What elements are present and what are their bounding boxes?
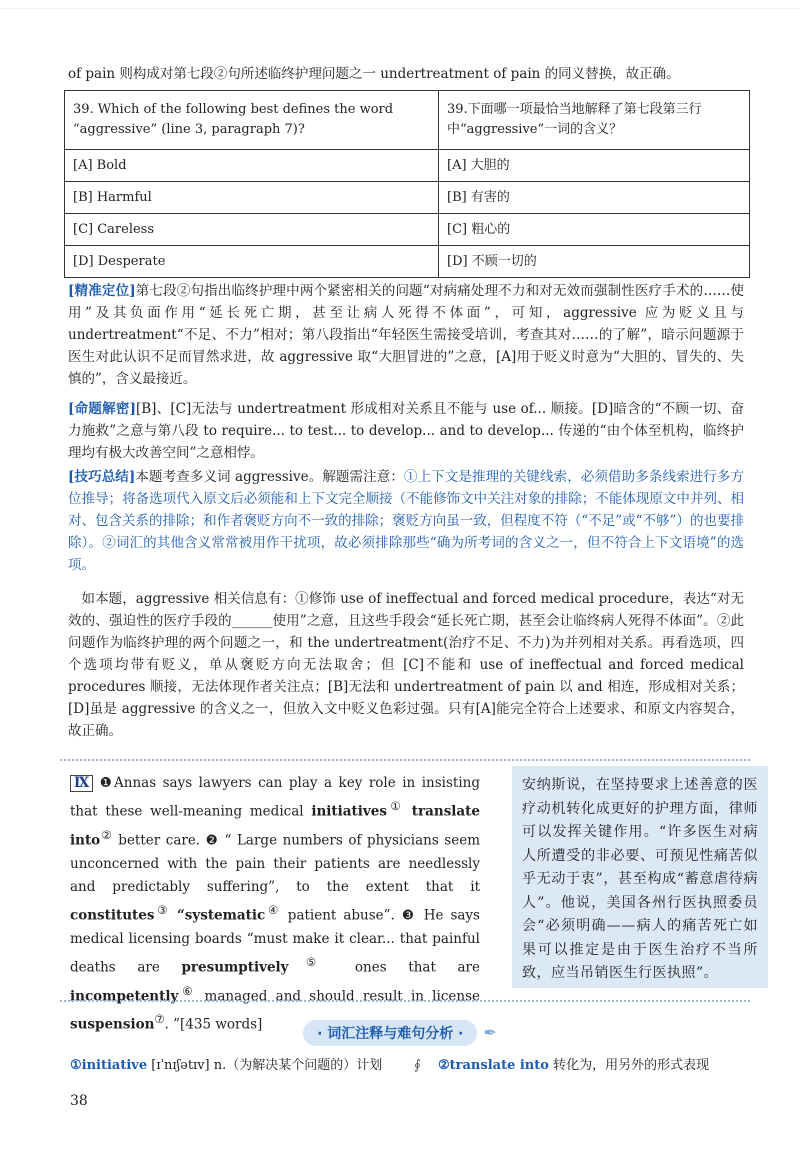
locate-tag: [精准定位] (68, 283, 136, 299)
vocab-def-2: 转化为，用另外的形式表现 (548, 1058, 710, 1073)
decode-text: [B]、[C]无法与 undertreatment 形成相对关系且不能与 use of... 顺接。[D]暗含的“不顾一切、奋力施救”之意与第八段 to require... to test... to develop... and to develop... 传递的“由个体至机构，临终护理均有极大改善空间”之意相悖。 (68, 401, 745, 461)
section-divider-bottom (60, 1000, 750, 1002)
word-translate-into: translate into (70, 803, 480, 849)
section-divider-top (60, 759, 750, 761)
locate-text: 第七段②句指出临终护理中两个紧密相关的问题“对病痛处理不力和对无效而强制性医疗手术的……使用”及其负面作用“延长死亡期，甚至让病人死得不体面”，可知，aggressive 应为贬义且与 undertreatment“不足、不力”相对；第八段指出“年轻医生需接受培训，考查其对……的了解”，暗示问题源于医生对此认识不足而冒然求进，故 aggressive 取“大胆冒进的”之意，[A]用于贬义时意为“大胆的、冒失的、失慎的”，含义最接近。 (68, 283, 744, 387)
section-number: Ⅸ (70, 775, 93, 792)
english-passage (70, 772, 480, 1037)
sentence-3b: ones that are (333, 959, 480, 976)
option-b-zh: [B] 有害的 (439, 182, 750, 214)
sentence-2-number: ❷ (205, 832, 219, 849)
option-c-zh: [C] 粗心的 (439, 214, 750, 246)
decode-paragraph (68, 398, 744, 464)
sentence-3a: He says medical licensing boards “must make it clear... that painful deaths are (70, 907, 480, 976)
word-constitutes: constitutes (70, 907, 155, 924)
skill-paragraph (68, 466, 744, 576)
word-incompetently: incompetently (70, 988, 179, 1005)
vocab-header (0, 1020, 800, 1046)
vocab-title: · 词汇注释与难句分析 · (303, 1020, 477, 1046)
vocab-item-2 (438, 1056, 709, 1076)
note-2: ② (100, 828, 113, 842)
page-number: 38 (70, 1093, 88, 1109)
word-presumptively: presumptively (181, 959, 289, 976)
option-d-en: [D] Desperate (65, 246, 439, 278)
note-5: ⑤ (288, 955, 334, 969)
skill-tag: [技巧总结] (68, 469, 136, 485)
vocab-divider: ∮ (414, 1058, 421, 1073)
question-stem-zh: 39.下面哪一项最恰当地解释了第七段第三行中“aggressive”一词的含义？ (439, 91, 750, 150)
question-stem-en: 39. Which of the following best defines the word “aggressive” (line 3, paragraph 7)? (65, 91, 439, 150)
vocab-item-1 (70, 1056, 382, 1076)
sentence-1b: better care. (112, 832, 206, 849)
word-suspension: suspension (70, 1016, 155, 1033)
option-c-en: [C] Careless (65, 214, 439, 246)
word-systematic: “systematic (177, 907, 266, 924)
sentence-3d: . ”[435 words] (164, 1016, 263, 1033)
vocab-word-1: ①initiative (70, 1058, 148, 1073)
option-a-en: [A] Bold (65, 150, 439, 182)
note-7: ⑦ (154, 1013, 165, 1027)
sentence-3c: managed and should result in license (196, 988, 480, 1005)
note-4: ④ (265, 904, 281, 918)
intro-line: of pain 则构成对第七段②句所述临终护理问题之一 undertreatment of pain 的同义替换，故正确。 (68, 66, 680, 82)
note-3: ③ (154, 904, 170, 918)
sentence-1-number: ❶ (99, 775, 115, 791)
sentence-1a: Annas says lawyers can play a key role in insisting that these well-meaning medical (70, 775, 480, 820)
sentence-3-number: ❸ (401, 907, 417, 924)
question-table (64, 90, 750, 278)
note-1: ① (386, 800, 404, 814)
vocab-word-2: ②translate into (438, 1058, 549, 1073)
sentence-2a: “ Large numbers of physicians seem unconcerned with the pain their patients are needlessly and predictably suffering”, to the extent that it (70, 832, 480, 895)
skill-lead: 本题考查多义词 aggressive。解题需注意： (135, 469, 404, 485)
note-6: ⑥ (178, 984, 197, 998)
example-paragraph: 如本题，aggressive 相关信息有：①修饰 use of ineffectual and forced medical procedure，表达“对无效的、强迫性的医疗手段的______使用”之意，且这些手段会“延长死亡期，甚至会让临终病人死得不体面”。②此问题作为临终护理的两个问题之一，和 the undertreatment(治疗不足、不力)为并列相对关系。再看选项，四个选项均带有贬义，单从褒贬方向无法取舍；但 [C]不能和 use of ineffectual and forced medical procedures 顺接，无法体现作者关注点；[B]无法和 undertreatment of pain 以 and 相连，形成相对关系；[D]虽是 aggressive 的含义之一，但放入文中贬义色彩过强。只有[A]能完全符合上述要求、和原文内容契合，故正确。 (68, 591, 744, 739)
decode-tag: [命题解密] (68, 401, 136, 417)
locate-paragraph (68, 280, 744, 390)
sentence-2b: patient abuse”. (280, 907, 402, 924)
option-d-zh: [D] 不顾一切的 (439, 246, 750, 278)
translation-box: 安纳斯说，在坚持要求上述善意的医疗动机转化成更好的护理方面，律师可以发挥关键作用。“许多医生对病人所遭受的非必要、可预见性痛苦似乎无动于衷”，甚至构成“蓄意虐待病人”。他说，美国各州行医执照委员会“必须明确——病人的痛苦死亡如果可以推定是由于医生治疗不当所致，应当吊销医生行医执照”。 (512, 766, 768, 988)
top-edge (0, 8, 800, 19)
skill-key-points: ①上下文是推理的关键线索，必须借助多条线索进行多方位推导；将备选项代入原文后必须能和上下文完全顺接（不能修饰文中关注对象的排除；不能体现原文中并列、相对、包含关系的排除；和作者褒贬方向不一致的排除；褒贬方向虽一致，但程度不符（“不足”或“不够”）的也要排除）。②词汇的其他含义常常被用作干扰项，故必须排除那些“确为所考词的含义之一，但不符合上下文语境”的选项。 (68, 469, 745, 573)
vocab-def-1: [ɪˈnɪʃətɪv] n.（为解决某个问题的）计划 (147, 1058, 383, 1073)
option-a-zh: [A] 大胆的 (439, 150, 750, 182)
word-initiatives: initiatives (311, 803, 387, 820)
quill-icon: ✒ (483, 1023, 497, 1042)
option-b-en: [B] Harmful (65, 182, 439, 214)
